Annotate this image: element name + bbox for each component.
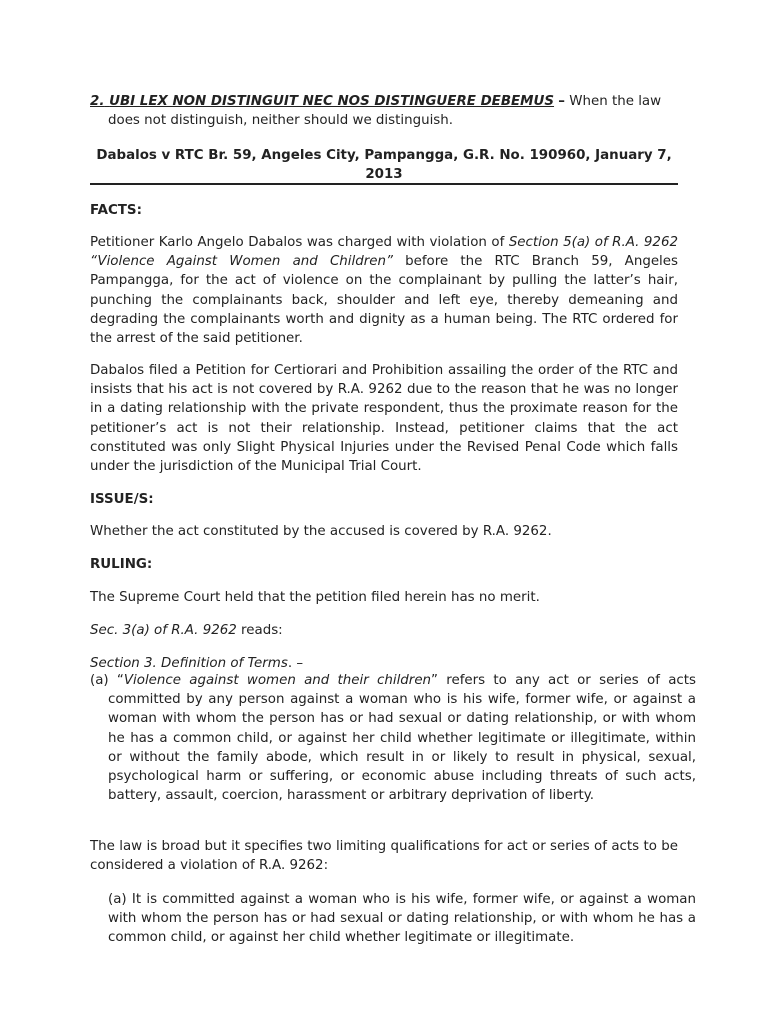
heading-title: UBI LEX NON DISTINGUIT NEC NOS DISTINGUERE DEBEMUS — [109, 94, 555, 109]
ruling-paragraph-1: The Supreme Court held that the petition filed herein has no merit. — [90, 590, 540, 605]
ruling-paragraph-2 — [90, 621, 678, 640]
heading-number: 2. — [90, 94, 105, 109]
definition-body: ” refers to any act or series of acts committed by any person against a woman who is his wife, former wife, or against a woman with whom the person has or had sexual or dating relationship, or with whom he has a common child, or against her child whether legitimate or illegitimate, within or without the family abode, which result in or likely to result in physical, sexual, psychological harm or suffering, or economic abuse including threats of such acts, battery, assault, coercion, harassment or arbitrary deprivation of liberty. — [108, 673, 696, 804]
title-divider — [90, 183, 678, 185]
facts-label: FACTS: — [90, 203, 142, 218]
heading-translation: When the law does not distinguish, neither should we distinguish. — [108, 94, 662, 129]
statute-reference: Section 5(a) of R.A. 9262 “Violence Against Women and Children” — [90, 235, 678, 270]
ruling-paragraph-3: The law is broad but it specifies two limiting qualifications for act or series of acts to be considered a violation of R.A. 9262: — [90, 839, 678, 874]
facts-paragraph-2: Dabalos filed a Petition for Certiorari and Prohibition assailing the order of the RTC and insists that his act is not covered by R.A. 9262 due to the reason that he was no longer in a dating relationship with the private respondent, thus the proximate reason for the petitioner’s act is not their relationship. Instead, petitioner claims that the act constituted was only Slight Physical Injuries under the Revised Penal Code which falls under the jurisdiction of the Municipal Trial Court. — [90, 363, 678, 475]
facts-p1-text-c: before the RTC Branch 59, Angeles Pampangga, for the act of violence on the complainant by pulling the latter’s hair, punching the complainants back, shoulder and left eye, thereby demeaning and degrading the complainants worth and dignity as a human being. The RTC ordered for the arrest of the said petitioner. — [90, 254, 678, 347]
qualification-a: (a) It is committed against a woman who is his wife, former wife, or against a woman with whom the person has or had sexual or dating relationship, or with whom he has a common child, or against her child whether legitimate or illegitimate. — [108, 892, 696, 946]
reads-text: reads: — [236, 623, 283, 638]
issue-text: Whether the act constituted by the accused is covered by R.A. 9262. — [90, 524, 552, 539]
case-title: Dabalos v RTC Br. 59, Angeles City, Pampangga, G.R. No. 190960, January 7, 2013 — [96, 148, 672, 183]
definition-term: Violence against women and their children — [123, 673, 432, 688]
definition-paragraph — [90, 671, 696, 805]
section-3-dash: . – — [287, 656, 304, 671]
section-3-title: Section 3. Definition of Terms — [90, 656, 288, 671]
issues-label: ISSUE/S: — [90, 492, 154, 507]
facts-p1-text-a: Petitioner Karlo Angelo Dabalos was charged with violation of — [90, 235, 509, 250]
heading-dash: – — [558, 94, 565, 109]
ruling-label: RULING: — [90, 557, 153, 572]
facts-paragraph-1 — [90, 233, 678, 348]
definition-prefix: (a) “ — [90, 673, 124, 688]
section-heading — [90, 92, 696, 130]
section-reference: Sec. 3(a) of R.A. 9262 — [90, 623, 237, 638]
